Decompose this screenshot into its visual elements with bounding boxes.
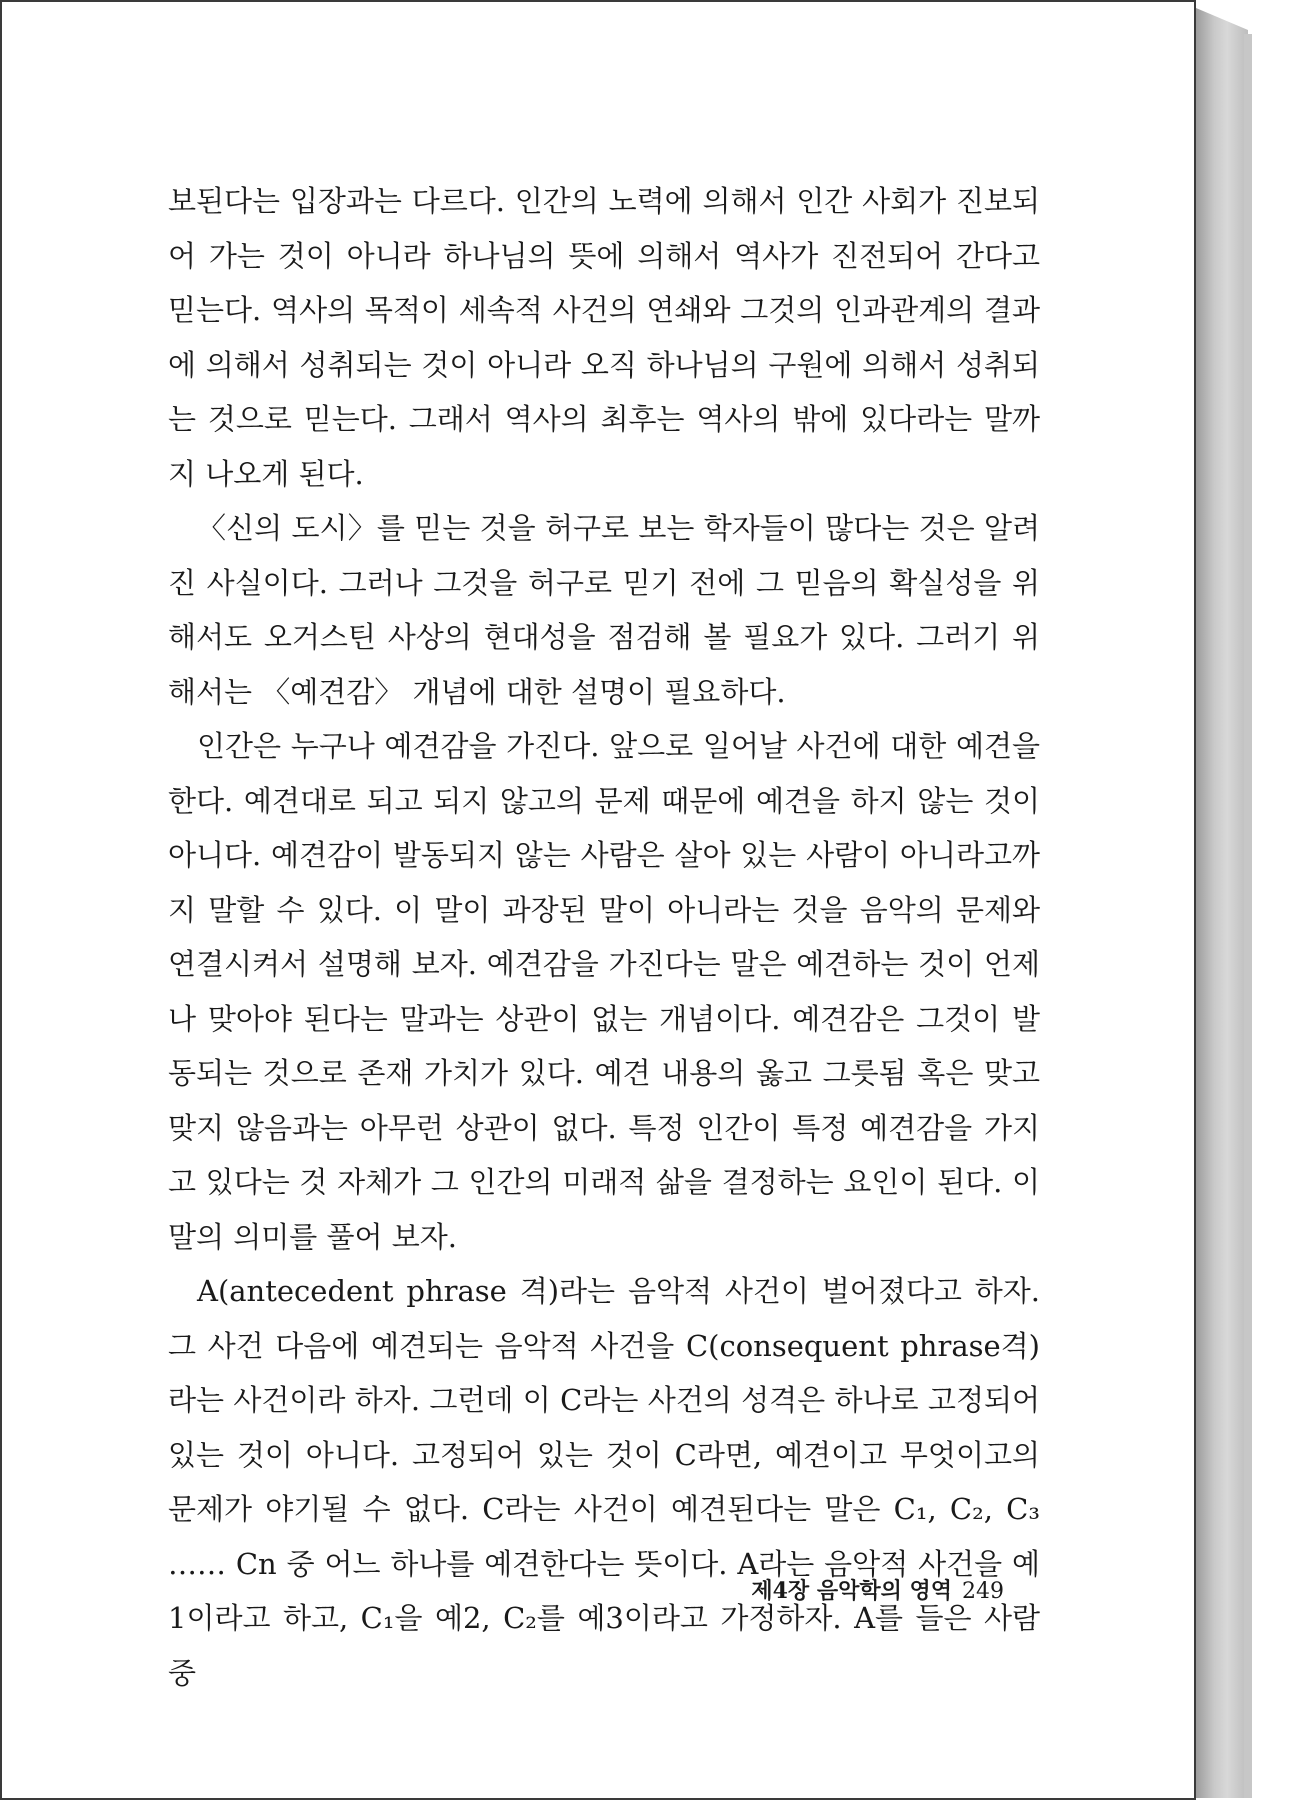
- page-stack-shadow: [1244, 34, 1252, 1798]
- paragraph-4: A(antecedent phrase 격)라는 음악적 사건이 벌어졌다고 하자. 그 사건 다음에 예견되는 음악적 사건을 C(consequent phrase격)라는 사건이라 하자. 그런데 이 C라는 사건의 성격은 하나로 고정되어 있는 것이 아니다. 고정되어 있는 것이 C라면, 예견이고 무엇이고의 문제가 야기될 수 없다. C라는 사건이 예견된다는 말은 C₁, C₂, C₃ …… Cn 중 어느 하나를 예견한다는 뜻이다. A라는 음악적 사건을 예1이라고 하고, C₁을 예2, C₂를 예3이라고 가정하자. A를 들은 사람 중: [168, 1274, 1040, 1690]
- paragraph-2: 〈신의 도시〉를 믿는 것을 허구로 보는 학자들이 많다는 것은 알려진 사실이다. 그러나 그것을 허구로 믿기 전에 그 믿음의 확실성을 위해서도 오거스틴 사상의 현대성을 점검해 볼 필요가 있다. 그러기 위해서는 〈예견감〉 개념에 대한 설명이 필요하다.: [168, 511, 1040, 709]
- paragraph-3: 인간은 누구나 예견감을 가진다. 앞으로 일어날 사건에 대한 예견을 한다. 예견대로 되고 되지 않고의 문제 때문에 예견을 하지 않는 것이 아니다. 예견감이 발동되지 않는 사람은 살아 있는 사람이 아니라고까지 말할 수 있다. 이 말이 과장된 말이 아니라는 것을 음악의 문제와 연결시켜서 설명해 보자. 예견감을 가진다는 말은 예견하는 것이 언제나 맞아야 된다는 말과는 상관이 없는 개념이다. 예견감은 그것이 발동되는 것으로 존재 가치가 있다. 예견 내용의 옳고 그릇됨 혹은 맞고 맞지 않음과는 아무런 상관이 없다. 특정 인간이 특정 예견감을 가지고 있다는 것 자체가 그 인간의 미래적 삶을 결정하는 요인이 된다. 이 말의 의미를 풀어 보자.: [168, 729, 1040, 1254]
- page-stack-edge: [1196, 8, 1248, 1798]
- page-number: 249: [962, 1579, 1004, 1604]
- body-text: [168, 174, 1040, 1700]
- running-footer: [751, 1574, 1004, 1605]
- chapter-title: 제4장 음악학의 영역: [751, 1578, 952, 1604]
- paragraph-1: 보된다는 입장과는 다르다. 인간의 노력에 의해서 인간 사회가 진보되어 가는 것이 아니라 하나님의 뜻에 의해서 역사가 진전되어 간다고 믿는다. 역사의 목적이 세속적 사건의 연쇄와 그것의 인과관계의 결과에 의해서 성취되는 것이 아니라 오직 하나님의 구원에 의해서 성취되는 것으로 믿는다. 그래서 역사의 최후는 역사의 밖에 있다라는 말까지 나오게 된다.: [168, 184, 1040, 491]
